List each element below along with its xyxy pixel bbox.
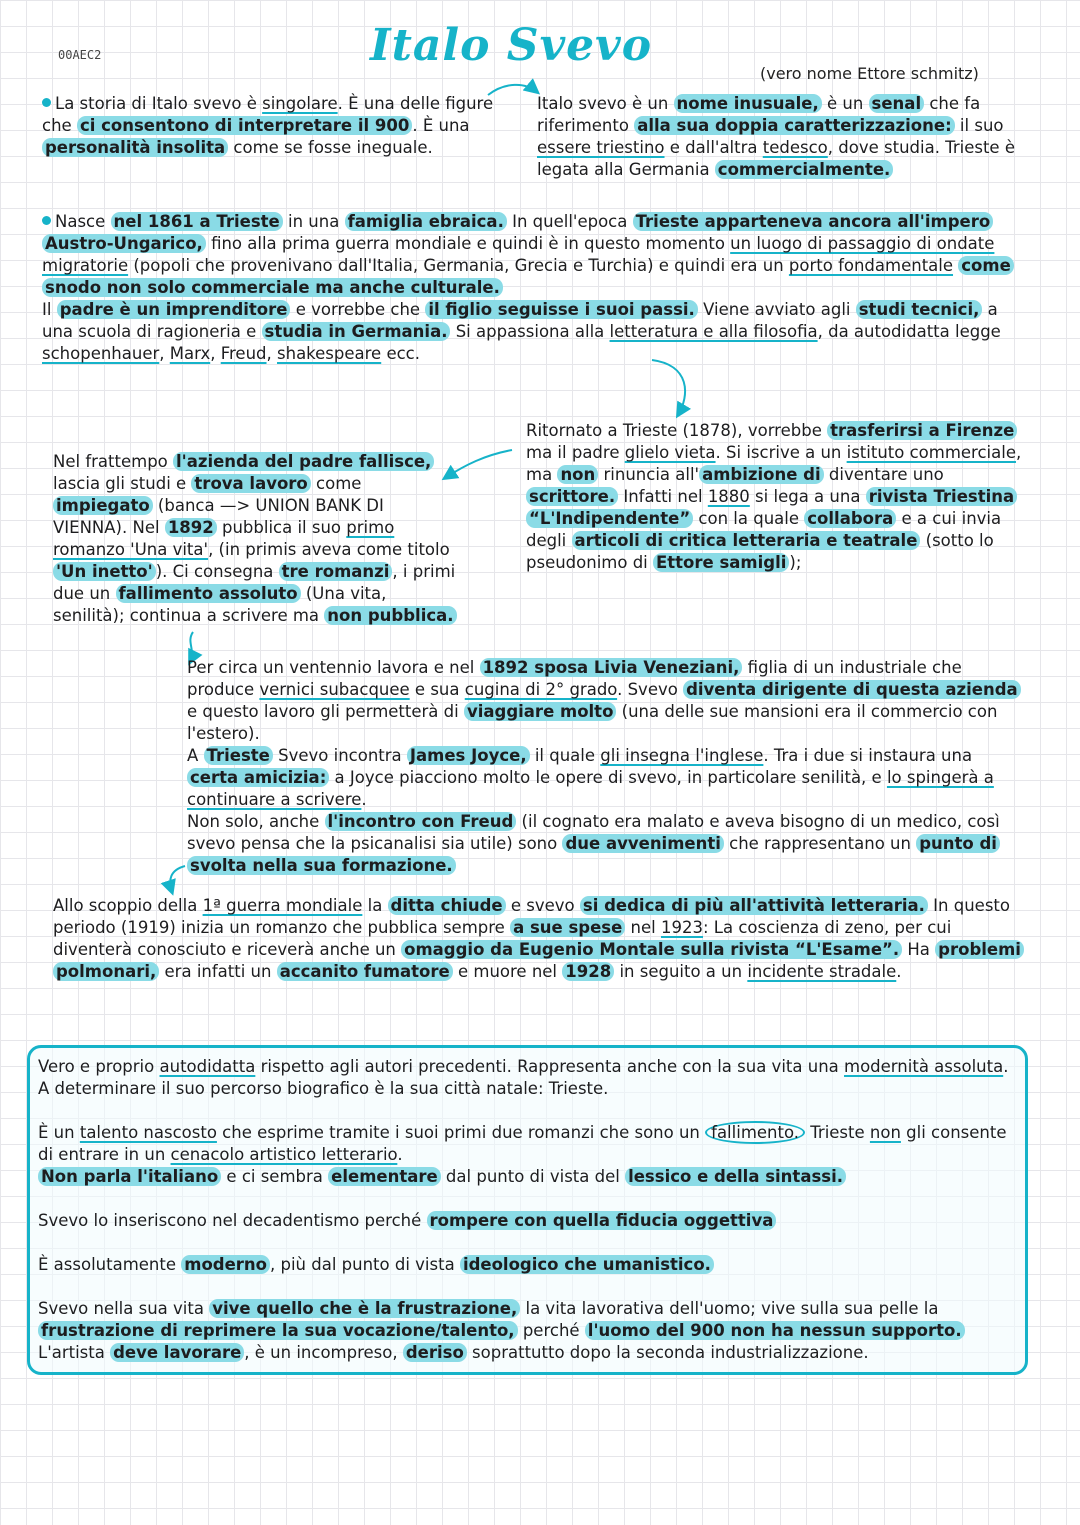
summary-point-autodidatta: Vero e proprio autodidatta rispetto agli autori precedenti. Rappresenta anche con la sua vita una modernità assoluta. A determinare il suo percorso biografico è la sua città natale: Trieste.	[38, 1057, 1009, 1098]
summary-point-frustrazione: Svevo nella sua vita vive quello che è la frustrazione, la vita lavorativa dell'uomo; vive sulla sua pelle la frustrazione di reprimere la sua vocazione/talento, perché l'uomo del 900 non ha nessun supporto. L'artista deve lavorare , è un incompreso, deriso soprattutto dopo la seconda industrializzazione.	[38, 1298, 1015, 1364]
summary-point-moderno: È assolutamente moderno , più dal punto di vista ideologico che umanistico.	[38, 1254, 1015, 1276]
war-paragraph: Allo scoppio della 1ª guerra mondiale la ditta chiude e svevo si dedica di più all'attività letteraria. In questo periodo (1919) inizia un romanzo che pubblica sempre a sue spese nel 1923: La coscienza di zeno, per cui diventerà conosciuto e riceverà anche un omaggio da Eugenio Montale sulla rivista “L'Esame”. Ha problemi polmonari, era infatti un accanito fumatore e muore nel 1928 in seguito a un incidente stradale.	[53, 895, 1028, 983]
summary-box	[27, 1045, 1028, 1375]
summary-point-talento: È un talento nascosto che esprime tramite i suoi primi due romanzi che sono un fallimento. Trieste non gli consente di entrare in un cenacolo artistico letterario. Non parla l'italiano e ci sembra elementare dal punto di vista del lessico e della sintassi.	[38, 1123, 1007, 1186]
document-code: 00AEC2	[58, 48, 102, 62]
bullet-dot	[42, 216, 51, 225]
biography-paragraph: Nasce nel 1861 a Trieste in una famiglia ebraica. In quell'epoca Trieste apparteneva ancora all'impero Austro-Ungarico, fino alla prima guerra mondiale e quindi è in questo momento un luogo di passaggio di ondate migratorie (popoli che provenivano dall'Italia, Germania, Grecia e Turchia) e quindi era un porto fondamentale come snodo non solo commerciale ma anche culturale. Il padre è un imprenditore e vorrebbe che il figlio seguisse i suoi passi. Viene avviato agli studi tecnici, a una scuola di ragioneria e studia in Germania. Si appassiona alla letteratura e alla filosofia, da autodidatta legge schopenhauer, Marx, Freud, shakespeare ecc.	[42, 211, 1017, 365]
work-and-joyce-paragraph: Per circa un ventennio lavora e nel 1892 sposa Livia Veneziani, figlia di un industriale che produce vernici subacquee e sua cugina di 2° grado. Svevo diventa dirigente di questa azienda e questo lavoro gli permetterà di viaggiare molto (una delle sue mansioni era il commercio con l'estero). A Trieste Svevo incontra James Joyce, il quale gli insegna l'inglese. Tra i due si instaura una certa amicizia: a Joyce piacciono molto le opere di svevo, in particolare senilità, e lo spingerà a continuare a scrivere. Non solo, anche l'incontro con Freud (il cognato era malato e aveva bisogno di un medico, così svevo pensa che la psicanalisi sia utile) sono due avvenimenti che rappresentano un punto di svolta nella sua formazione.	[187, 657, 1022, 877]
meanwhile-paragraph: Nel frattempo l'azienda del padre fallisce, lascia gli studi e trova lavoro come impiegato (banca —> UNION BANK DI VIENNA). Nel 1892 pubblica il suo primo romanzo 'Una vita', (in primis aveva come titolo 'Un inetto' ). Ci consegna tre romanzi , i primi due un fallimento assoluto (Una vita, senilità); continua a scrivere ma non pubblica.	[53, 452, 456, 625]
arrow-bio-to-return	[652, 360, 685, 415]
bullet-dot	[42, 98, 51, 107]
right-intro-paragraph: Italo svevo è un nome inusuale, è un senal che fa riferimento alla sua doppia caratterizzazione: il suo essere triestino e dall'altra tedesco, dove studia. Trieste è legata alla Germania commercialmente.	[537, 94, 1015, 179]
summary-point-decadentismo: Svevo lo inseriscono nel decadentismo perché rompere con quella fiducia oggettiva	[38, 1210, 1015, 1232]
page-subtitle: (vero nome Ettore schmitz)	[760, 64, 979, 83]
return-to-trieste-paragraph: Ritornato a Trieste (1878), vorrebbe trasferirsi a Firenze ma il padre glielo vieta. Si iscrive a un istituto commerciale, ma non rinuncia all' ambizione di diventare uno scrittore. Infatti nel 1880 si lega a una rivista Triestina “L'Indipendente” con la quale collabora e a cui invia degli articoli di critica letteraria e teatrale (sotto lo pseudonimo di Ettore samigli );	[526, 421, 1022, 572]
arrow-work-to-war	[170, 866, 185, 892]
intro-paragraph: La storia di Italo svevo è singolare. È una delle figure che ci consentono di interpretare il 900 . È una personalità insolita come se fosse ineguale.	[42, 94, 494, 157]
page-title: Italo Svevo	[370, 20, 653, 71]
